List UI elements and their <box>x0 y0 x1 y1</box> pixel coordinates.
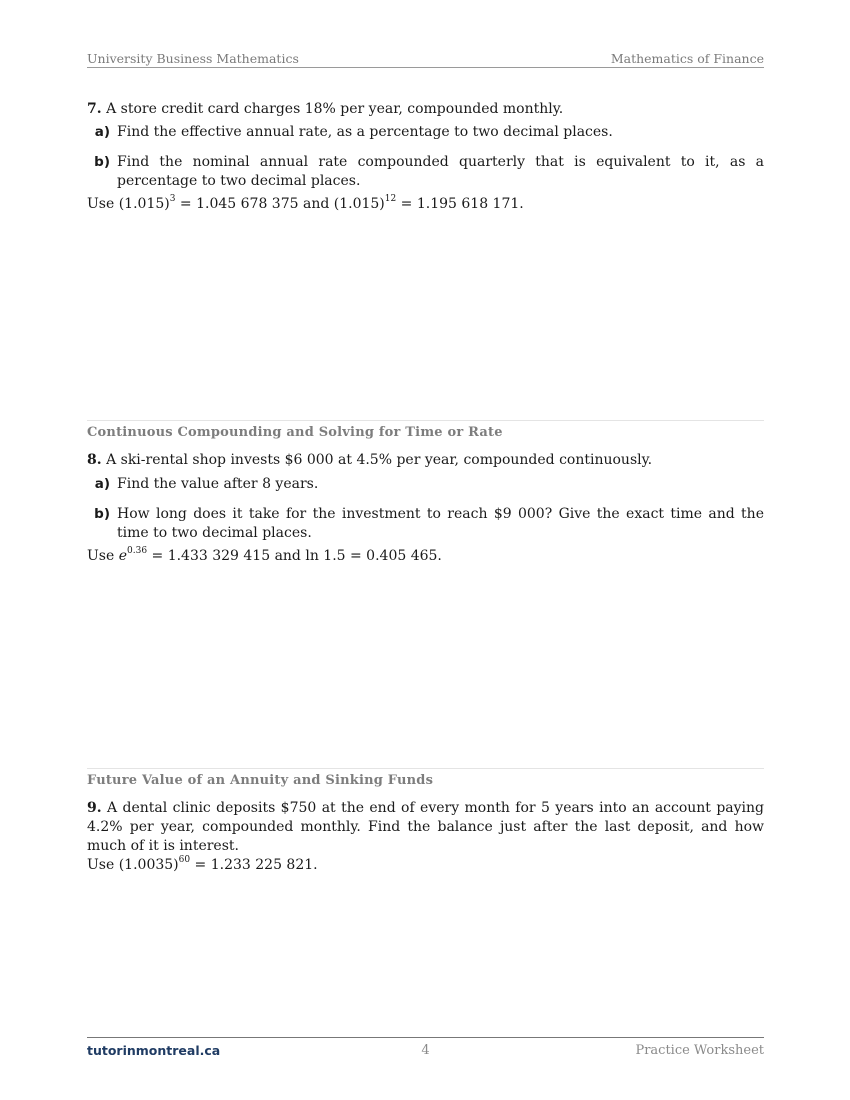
section-title: Continuous Compounding and Solving for Time or Rate <box>87 425 503 440</box>
hint-text: = 1.233 225 821. <box>190 857 318 873</box>
question-7 <box>87 100 764 214</box>
hint-text: Use (1.015) <box>87 196 170 212</box>
question-9 <box>87 799 764 875</box>
part-label: b) <box>94 506 110 522</box>
question-7-hint <box>87 195 764 214</box>
question-number: 9. <box>87 800 102 816</box>
part-text: How long does it take for the investment to reach $9 000? Give the exact time and the time to two decimal places. <box>117 506 764 541</box>
question-number: 8. <box>87 452 102 468</box>
part-text: Find the nominal annual rate compounded quarterly that is equivalent to it, as a percentage to two decimal places. <box>117 154 764 189</box>
hint-base: e <box>118 548 128 564</box>
question-8-part-b <box>87 505 764 543</box>
page-header <box>87 51 764 68</box>
question-9-stem <box>87 799 764 856</box>
footer-label: Practice Worksheet <box>635 1043 764 1058</box>
hint-exponent: 60 <box>178 855 191 866</box>
question-7-part-b <box>87 153 764 191</box>
hint-exponent: 0.36 <box>127 546 148 557</box>
page-footer <box>87 1043 764 1061</box>
footer-site-link[interactable]: tutorinmontreal.ca <box>87 1043 221 1058</box>
part-label: a) <box>94 124 110 140</box>
hint-exponent: 3 <box>169 194 176 205</box>
question-7-part-a <box>87 123 764 142</box>
question-number: 7. <box>87 101 102 117</box>
question-8-part-a <box>87 475 764 494</box>
question-text: A ski-rental shop invests $6 000 at 4.5% per year, compounded continuously. <box>106 452 653 468</box>
footer-rule <box>87 1037 764 1038</box>
section-title: Future Value of an Annuity and Sinking Funds <box>87 773 434 788</box>
question-9-hint <box>87 856 764 875</box>
question-text: A dental clinic deposits $750 at the end of every month for 5 years into an account paying 4.2% per year, compounded monthly. Find the balance just after the last deposit, and how much of it is interest. <box>87 800 764 854</box>
hint-text: = 1.433 329 415 and ln 1.5 = 0.405 465. <box>147 548 442 564</box>
question-7-stem <box>87 100 764 119</box>
hint-text: Use <box>87 548 119 564</box>
hint-text: = 1.195 618 171. <box>396 196 524 212</box>
hint-text: = 1.045 678 375 and (1.015) <box>175 196 385 212</box>
hint-text: Use (1.0035) <box>87 857 179 873</box>
section-divider <box>87 768 764 769</box>
question-8-stem <box>87 451 764 470</box>
header-course-title: University Business Mathematics <box>87 51 299 66</box>
part-label: b) <box>94 154 110 170</box>
part-text: Find the effective annual rate, as a percentage to two decimal places. <box>117 124 613 140</box>
page-number: 4 <box>421 1043 430 1058</box>
header-topic: Mathematics of Finance <box>610 51 764 66</box>
question-text: A store credit card charges 18% per year, compounded monthly. <box>106 101 564 117</box>
question-8-hint <box>87 547 764 566</box>
question-8 <box>87 451 764 566</box>
section-divider <box>87 420 764 421</box>
part-label: a) <box>94 476 110 492</box>
part-text: Find the value after 8 years. <box>117 476 319 492</box>
hint-exponent: 12 <box>384 194 397 205</box>
